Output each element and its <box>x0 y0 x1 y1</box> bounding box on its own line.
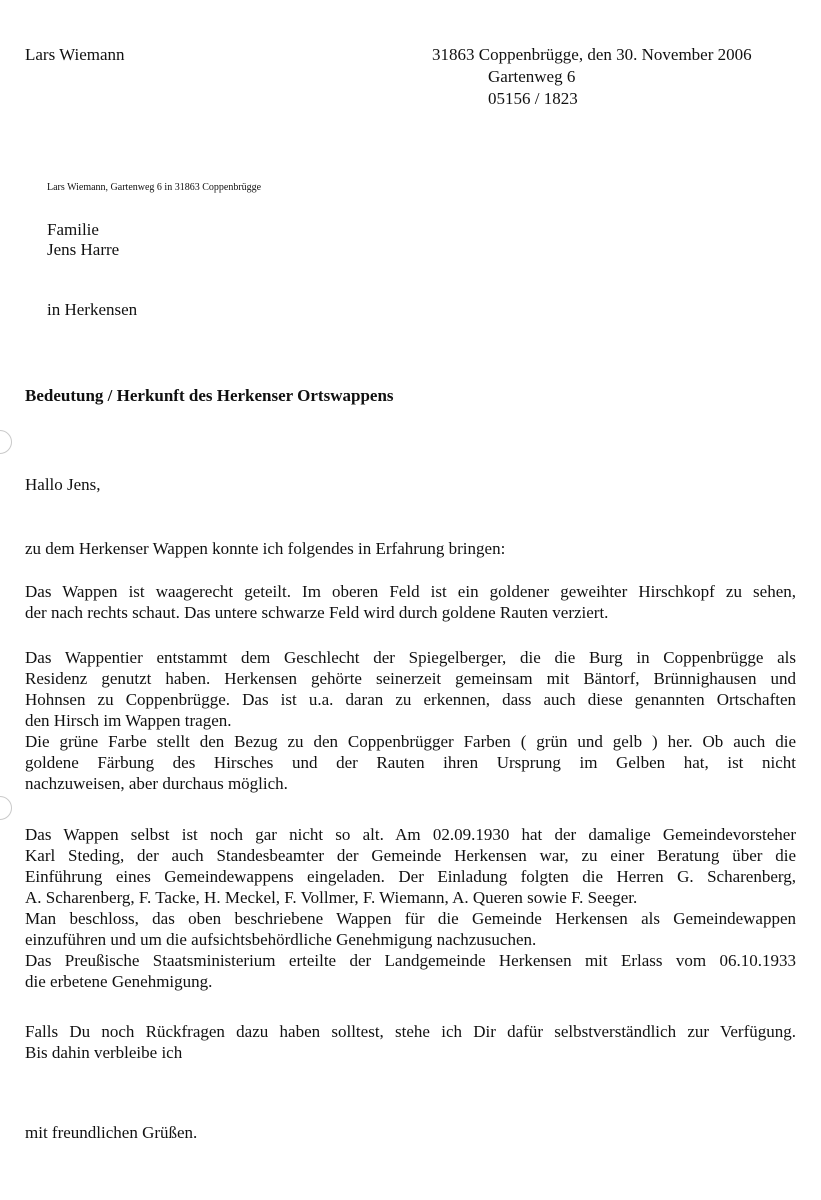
paragraph-line: nachzuweisen, aber durchaus möglich. <box>25 774 288 793</box>
paragraph-closing-offer <box>25 1021 796 1063</box>
paragraph-line: den Hirsch im Wappen tragen. <box>25 711 232 730</box>
paragraph-line: goldene Färbung des Hirsches und der Rauten ihren Ursprung im Gelben hat, ist nicht <box>25 753 796 772</box>
paragraph-line: Residenz genutzt haben. Herkensen gehörte seinerzeit gemeinsam mit Bäntorf, Brünnighausen und <box>25 669 796 688</box>
paragraph-line: Das Preußische Staatsministerium erteilte der Landgemeinde Herkensen mit Erlass vom 06.10.1933 <box>25 951 796 970</box>
paragraph-line: Das Wappen selbst ist noch gar nicht so alt. Am 02.09.1930 hat der damalige Gemeindevorsteher <box>25 825 796 844</box>
paragraph-line: der nach rechts schaut. Das untere schwarze Feld wird durch goldene Rauten verziert. <box>25 603 609 622</box>
sender-name: Lars Wiemann <box>25 45 125 64</box>
punch-hole-mark <box>0 430 12 454</box>
paragraph-line: Bis dahin verbleibe ich <box>25 1043 183 1062</box>
recipient-line-3: in Herkensen <box>47 300 138 319</box>
salutation: Hallo Jens, <box>25 475 101 494</box>
punch-hole-mark <box>0 796 12 820</box>
paragraph-line: Man beschloss, das oben beschriebene Wappen für die Gemeinde Herkensen als Gemeindewappen <box>25 909 796 928</box>
closing-phrase: mit freundlichen Grüßen. <box>25 1123 198 1142</box>
paragraph-line: Das Wappen ist waagerecht geteilt. Im oberen Feld ist ein goldener geweihter Hirschkopf zu sehen, <box>25 582 796 601</box>
paragraph-line: einzuführen und um die aufsichtsbehördliche Genehmigung nachzusuchen. <box>25 930 537 949</box>
paragraph-line: A. Scharenberg, F. Tacke, H. Meckel, F. Vollmer, F. Wiemann, A. Queren sowie F. Seeger. <box>25 888 638 907</box>
subject-line: Bedeutung / Herkunft des Herkenser Ortswappens <box>25 386 394 405</box>
recipient-line-1: Familie <box>47 220 99 239</box>
intro-sentence: zu dem Herkenser Wappen konnte ich folgendes in Erfahrung bringen: <box>25 539 506 558</box>
paragraph-line: Das Wappentier entstammt dem Geschlecht der Spiegelberger, die die Burg in Coppenbrügge als <box>25 648 796 667</box>
paragraph-line: Falls Du noch Rückfragen dazu haben solltest, stehe ich Dir dafür selbstverständlich zur Verfügung. <box>25 1022 796 1041</box>
sender-phone: 05156 / 1823 <box>488 89 578 108</box>
paragraph-history <box>25 824 796 992</box>
sender-street: Gartenweg 6 <box>488 67 576 86</box>
paragraph-line: Hohnsen zu Coppenbrügge. Das ist u.a. daran zu erkennen, dass auch diese genannten Ortschaften <box>25 690 796 709</box>
paragraph-line: Einführung eines Gemeindewappens eingeladen. Der Einladung folgten die Herren G. Scharenberg, <box>25 867 796 886</box>
paragraph-origin <box>25 647 796 794</box>
recipient-line-2: Jens Harre <box>47 240 120 259</box>
sender-place-date: 31863 Coppenbrügge, den 30. November 2006 <box>432 45 752 64</box>
paragraph-coat-of-arms-description <box>25 581 796 623</box>
paragraph-line: Die grüne Farbe stellt den Bezug zu den Coppenbrügger Farben ( grün und gelb ) her. Ob auch die <box>25 732 796 751</box>
return-address: Lars Wiemann, Gartenweg 6 in 31863 Coppenbrügge <box>47 182 262 193</box>
paragraph-line: die erbetene Genehmigung. <box>25 972 213 991</box>
paragraph-line: Karl Steding, der auch Standesbeamter der Gemeinde Herkensen war, zu einer Beratung über die <box>25 846 796 865</box>
